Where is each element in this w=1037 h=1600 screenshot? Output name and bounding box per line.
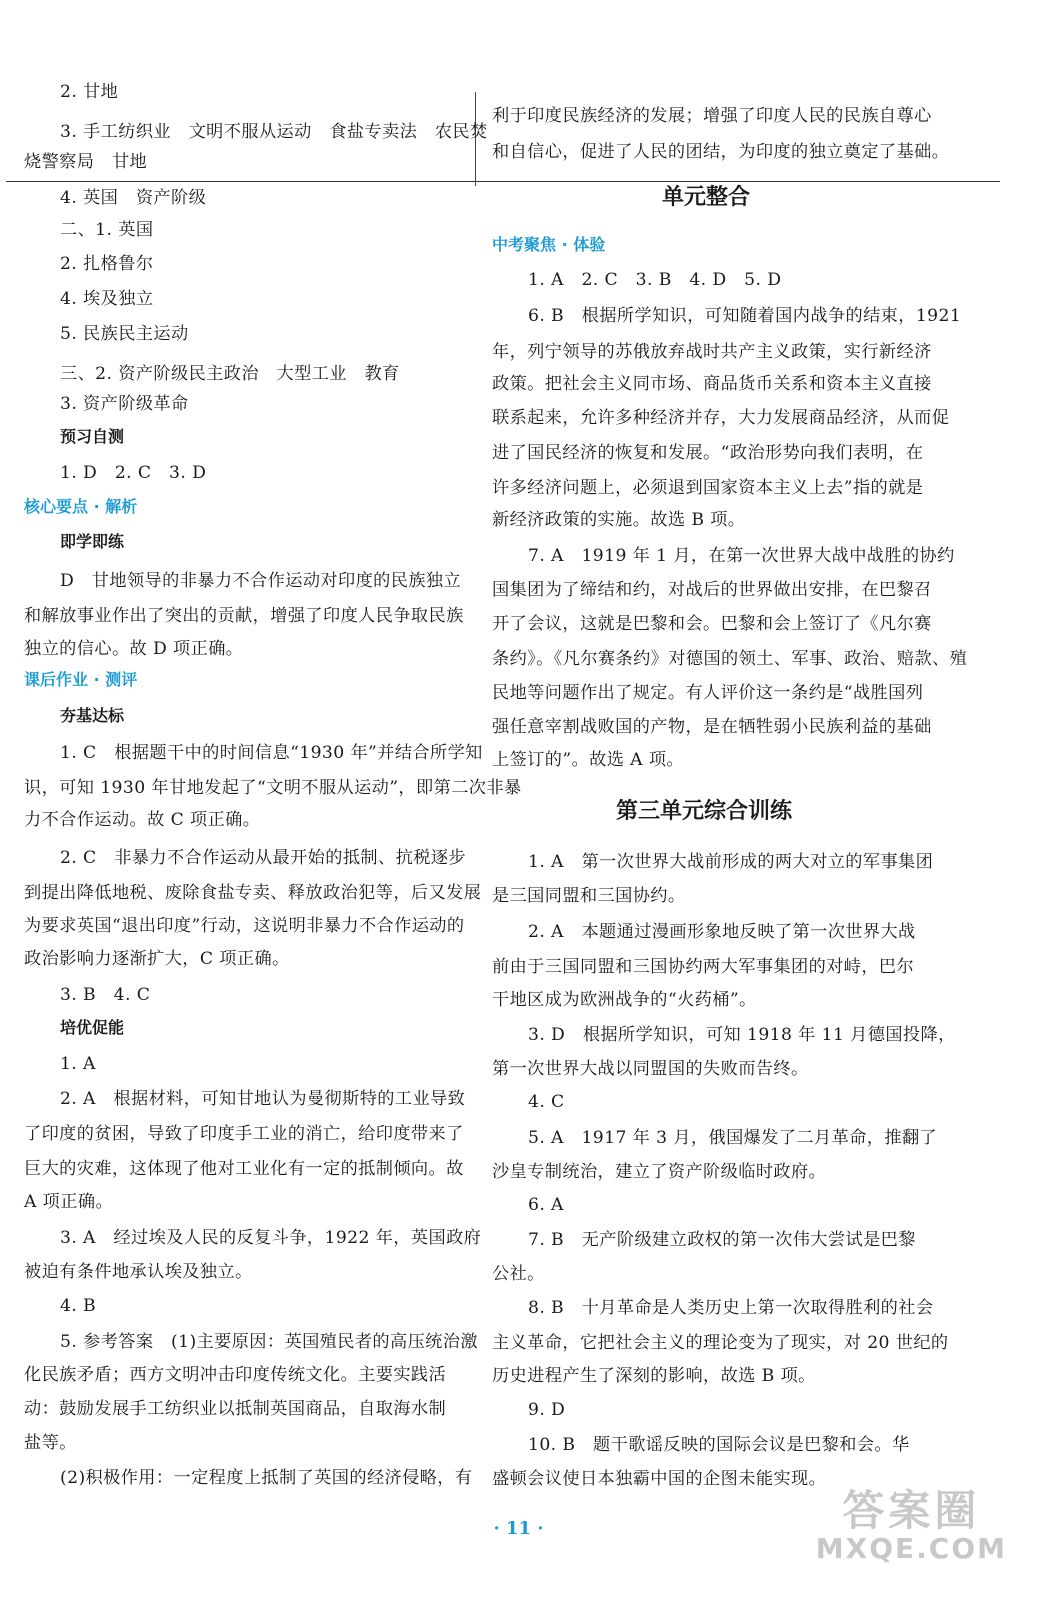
answer-line: 2. C 非暴力不合作运动从最开始的抵制、抗税逐步: [60, 848, 466, 868]
subheading-practice: 即学即练: [60, 532, 125, 551]
section-heading-homework: 课后作业 · 测评: [24, 670, 138, 689]
page-number: · 11 ·: [493, 1518, 544, 1539]
answer-line: 4. 英国 资产阶级: [60, 188, 207, 208]
answer-line: 被迫有条件地承认埃及独立。: [24, 1262, 253, 1282]
answer-line: 盛顿会议使日本独霸中国的企图未能实现。: [492, 1469, 827, 1489]
answer-line: 独立的信心。故 D 项正确。: [24, 639, 244, 659]
answer-line: 3. D 根据所学知识，可知 1918 年 11 月德国投降，: [528, 1025, 956, 1045]
answer-line: 3. 手工纺织业 文明不服从运动 食盐专卖法 农民焚: [60, 122, 488, 142]
answer-line: 了印度的贫困，导致了印度手工业的消亡，给印度带来了: [24, 1124, 464, 1144]
answer-line: 第一次世界大战以同盟国的失败而告终。: [492, 1059, 809, 1079]
answer-line: 沙皇专制统治，建立了资产阶级临时政府。: [492, 1162, 827, 1182]
answer-line: 为要求英国“退出印度”行动，这说明非暴力不合作运动的: [24, 916, 465, 936]
answer-line: 盐等。: [24, 1433, 77, 1453]
answer-line: 4. C: [528, 1092, 565, 1112]
section-title-unit-three-training: 第三单元综合训练: [616, 799, 793, 824]
answer-line: 2. 扎格鲁尔: [60, 254, 154, 274]
watermark-title: 答案圈: [842, 1486, 981, 1535]
answer-line: 历史进程产生了深刻的影响，故选 B 项。: [492, 1366, 816, 1386]
answer-line: 化民族矛盾；西方文明冲击印度传统文化。主要实践活: [24, 1365, 447, 1385]
answer-line: 和解放事业作出了突出的贡献，增强了印度人民争取民族: [24, 606, 464, 626]
answer-line: 烧警察局 甘地: [24, 152, 148, 172]
answer-line: 开了会议，这就是巴黎和会。巴黎和会上签订了《凡尔赛: [492, 614, 932, 634]
answer-line: 4. 埃及独立: [60, 289, 154, 309]
answer-line: 干地区成为欧洲战争的“火药桶”。: [492, 990, 757, 1010]
answer-line: 和自信心，促进了人民的团结，为印度的独立奠定了基础。: [492, 142, 950, 162]
answer-line: 是三国同盟和三国协约。: [492, 886, 686, 906]
answer-line: 9. D: [528, 1400, 566, 1420]
answer-line: 6. B 根据所学知识，可知随着国内战争的结束，1921: [528, 306, 962, 326]
answer-line: 2. A 根据材料，可知甘地认为曼彻斯特的工业导致: [60, 1089, 466, 1109]
answer-line: 公社。: [492, 1264, 545, 1284]
answer-line: 三、2. 资产阶级民主政治 大型工业 教育: [60, 364, 400, 384]
answer-line: 10. B 题干歌谣反映的国际会议是巴黎和会。华: [528, 1435, 910, 1455]
answer-line: 7. B 无产阶级建立政权的第一次伟大尝试是巴黎: [528, 1230, 916, 1250]
answer-line: 年，列宁领导的苏俄放弃战时共产主义政策，实行新经济: [492, 342, 932, 362]
answer-line: 新经济政策的实施。故选 B 项。: [492, 510, 746, 530]
answer-line: 1. A: [60, 1054, 96, 1074]
answer-line: 二、1. 英国: [60, 220, 154, 240]
answer-line: 条约》。《凡尔赛条约》对德国的领土、军事、政治、赔款、殖: [492, 649, 968, 669]
section-heading-core-points: 核心要点 · 解析: [24, 497, 138, 516]
answer-line: 国集团为了缔结和约，对战后的世界做出安排，在巴黎召: [492, 580, 932, 600]
watermark-url: MXQE.COM: [815, 1532, 1007, 1565]
answer-line: 2. 甘地: [60, 82, 119, 102]
answer-line: 5. 参考答案 (1)主要原因：英国殖民者的高压统治激: [60, 1332, 478, 1352]
answer-line: 政治影响力逐渐扩大，C 项正确。: [24, 949, 290, 969]
answer-line: (2)积极作用：一定程度上抵制了英国的经济侵略，有: [60, 1468, 473, 1488]
answer-line: 3. B 4. C: [60, 985, 151, 1005]
subheading-preview-test: 预习自测: [60, 427, 125, 446]
answer-line: 5. 民族民主运动: [60, 324, 189, 344]
answer-line: 1. A 第一次世界大战前形成的两大对立的军事集团: [528, 852, 934, 872]
answer-line: 上签订的”。故选 A 项。: [492, 750, 685, 770]
answer-line: 5. A 1917 年 3 月，俄国爆发了二月革命，推翻了: [528, 1128, 938, 1148]
answer-line: 1. C 根据题干中的时间信息“1930 年”并结合所学知: [60, 743, 483, 763]
answer-line: 1. D 2. C 3. D: [60, 463, 207, 483]
watermark-logo: [816, 1488, 1007, 1564]
answer-line: 政策。把社会主义同市场、商品货币关系和资本主义直接: [492, 374, 932, 394]
answer-line: 力不合作运动。故 C 项正确。: [24, 810, 261, 830]
answer-line: 前由于三国同盟和三国协约两大军事集团的对峙，巴尔: [492, 957, 915, 977]
answer-line: 8. B 十月革命是人类历史上第一次取得胜利的社会: [528, 1298, 934, 1318]
answer-line: 7. A 1919 年 1 月，在第一次世界大战中战胜的协约: [528, 546, 955, 566]
answer-line: 利于印度民族经济的发展；增强了印度人民的民族自尊心: [492, 106, 932, 126]
answer-line: 1. A 2. C 3. B 4. D 5. D: [528, 270, 782, 290]
subheading-foundation: 夯基达标: [60, 706, 125, 725]
answer-line: 进了国民经济的恢复和发展。“政治形势向我们表明，在: [492, 443, 924, 463]
answer-line: 联系起来，允许多种经济并存，大力发展商品经济，从而促: [492, 408, 950, 428]
answer-line: 3. 资产阶级革命: [60, 394, 189, 414]
answer-line: 到提出降低地税、废除食盐专卖、释放政治犯等，后又发展: [24, 883, 482, 903]
answer-line: 主义革命，它把社会主义的理论变为了现实，对 20 世纪的: [492, 1333, 949, 1353]
answer-line: 3. A 经过埃及人民的反复斗争，1922 年，英国政府: [60, 1228, 482, 1248]
answer-line: 4. B: [60, 1296, 97, 1316]
section-title-unit-summary: 单元整合: [662, 185, 751, 210]
answer-line: D 甘地领导的非暴力不合作运动对印度的民族独立: [60, 571, 462, 591]
answer-line: 动：鼓励发展手工纺织业以抵制英国商品，自取海水制: [24, 1399, 447, 1419]
answer-line: 6. A: [528, 1195, 564, 1215]
answer-line: 识，可知 1930 年甘地发起了“文明不服从运动”，即第二次非暴: [24, 778, 522, 798]
top-divider-rule: [6, 181, 1000, 182]
answer-line: 许多经济问题上，必须退到国家资本主义上去”指的就是: [492, 478, 924, 498]
answer-line: 强任意宰割战败国的产物，是在牺牲弱小民族利益的基础: [492, 717, 932, 737]
answer-line: 民地等问题作出了规定。有人评价这一条约是“战胜国列: [492, 683, 924, 703]
answer-line: 巨大的灾难，这体现了他对工业化有一定的抵制倾向。故: [24, 1159, 464, 1179]
answer-line: A 项正确。: [24, 1192, 114, 1212]
section-heading-exam-focus: 中考聚焦 · 体验: [492, 235, 606, 254]
answer-line: 2. A 本题通过漫画形象地反映了第一次世界大战: [528, 922, 916, 942]
subheading-advanced: 培优促能: [60, 1018, 125, 1037]
